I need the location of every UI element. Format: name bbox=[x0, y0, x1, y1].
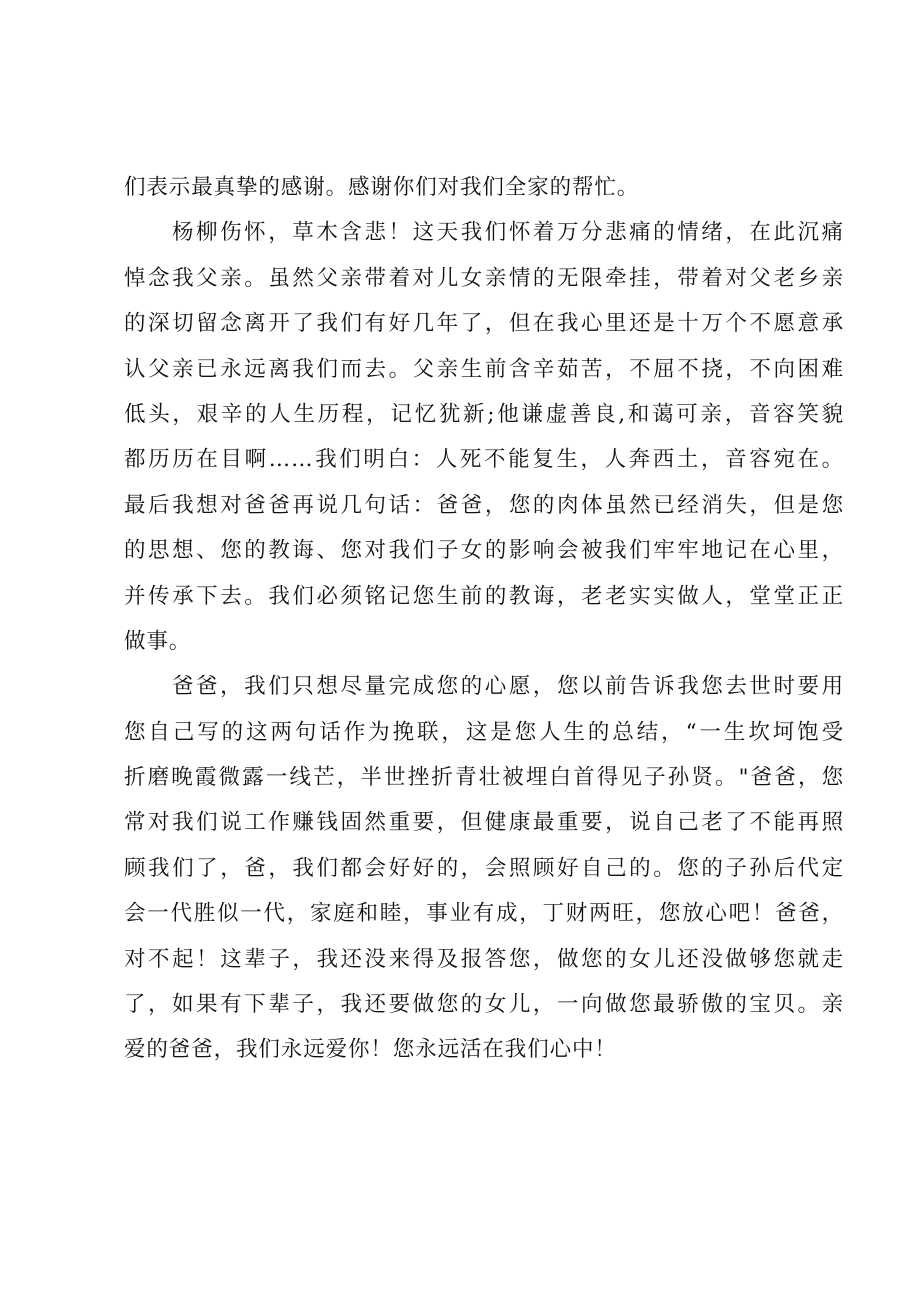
paragraph-line: 低头，艰辛的人生历程，记忆犹新;他谦虚善良,和蔼可亲，音容笑貌 bbox=[124, 401, 844, 427]
paragraph-line: 做事。 bbox=[124, 628, 192, 654]
paragraph-line: 顾我们了，爸，我们都会好好的，会照顾好自己的。您的子孙后代定 bbox=[124, 855, 844, 881]
paragraph-line: 悼念我父亲。虽然父亲带着对儿女亲情的无限牵挂，带着对父老乡亲 bbox=[124, 265, 844, 291]
paragraph-line: 爱的爸爸，我们永远爱你！您永远活在我们心中！ bbox=[124, 1037, 617, 1063]
paragraph-line: 会一代胜似一代，家庭和睦，事业有成，丁财两旺，您放心吧！爸爸， bbox=[124, 901, 844, 927]
paragraph-line: 杨柳伤怀，草木含悲！这天我们怀着万分悲痛的情绪，在此沉痛 bbox=[172, 220, 844, 246]
paragraph-line: 爸爸，我们只想尽量完成您的心愿，您以前告诉我您去世时要用 bbox=[172, 674, 844, 700]
paragraph-line: 了，如果有下辈子，我还要做您的女儿，一向做您最骄傲的宝贝。亲 bbox=[124, 992, 844, 1018]
paragraph-line: 的思想、您的教诲、您对我们子女的影响会被我们牢牢地记在心里， bbox=[124, 538, 844, 564]
paragraph-line: 都历历在目啊……我们明白：人死不能复生，人奔西土，音容宛在。 bbox=[124, 447, 844, 473]
paragraph-line: 认父亲已永远离我们而去。父亲生前含辛茹苦，不屈不挠，不向困难 bbox=[124, 356, 844, 382]
paragraph-line: 并传承下去。我们必须铭记您生前的教诲，老老实实做人，堂堂正正 bbox=[124, 583, 844, 609]
paragraph-line: 最后我想对爸爸再说几句话：爸爸，您的肉体虽然已经消失，但是您 bbox=[124, 492, 844, 518]
document-body bbox=[124, 165, 844, 1073]
paragraph-line: 折磨晚霞微露一线芒，半世挫折青壮被埋白首得见子孙贤。"爸爸，您 bbox=[124, 765, 844, 791]
paragraph-line: 常对我们说工作赚钱固然重要，但健康最重要，说自己老了不能再照 bbox=[124, 810, 844, 836]
paragraph-line: 您自己写的这两句话作为挽联，这是您人生的总结，“一生坎坷饱受 bbox=[124, 719, 844, 745]
paragraph-line: 的深切留念离开了我们有好几年了，但在我心里还是十万个不愿意承 bbox=[124, 311, 844, 337]
paragraph-line: 对不起！这辈子，我还没来得及报答您，做您的女儿还没做够您就走 bbox=[124, 946, 844, 972]
paragraph-line: 们表示最真挚的感谢。感谢你们对我们全家的帮忙。 bbox=[124, 175, 640, 200]
